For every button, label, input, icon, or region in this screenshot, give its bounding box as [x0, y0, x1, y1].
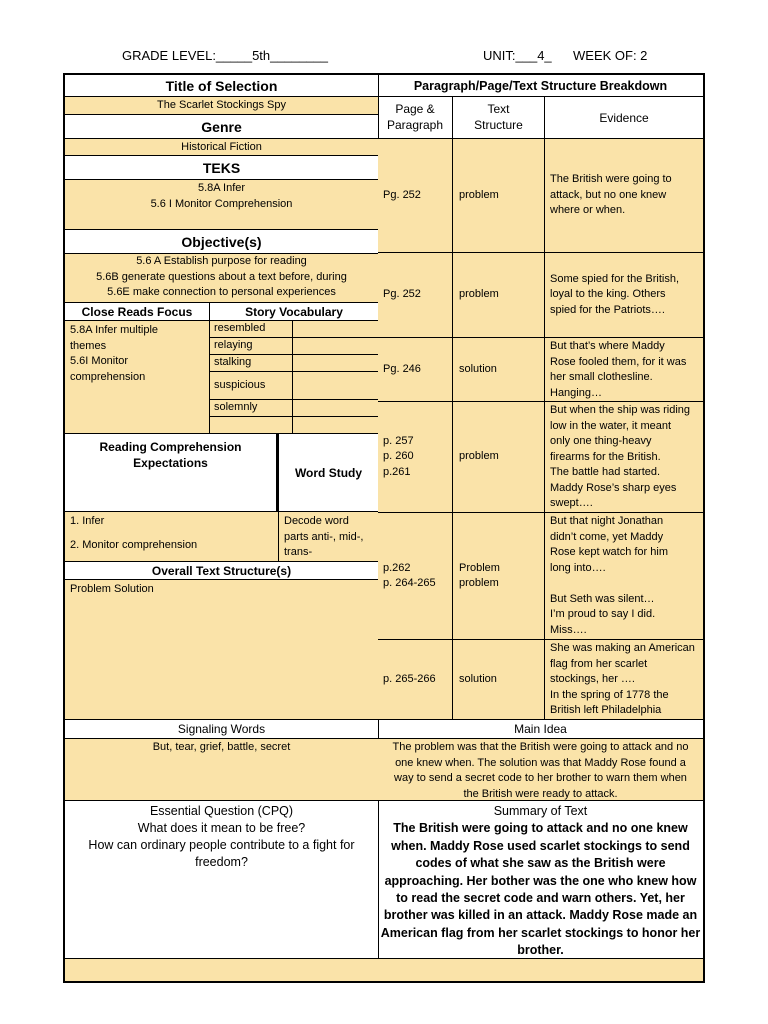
structure-line: Problem: [459, 561, 500, 574]
evidence-line: where or when.: [550, 204, 626, 217]
objective-line: 5.6B generate questions about a text before, during: [96, 270, 347, 283]
close-reads-value: [65, 321, 210, 434]
page-line: Pg. 246: [383, 362, 421, 375]
page-line: Pg. 252: [383, 288, 421, 301]
signaling-words-value: But, tear, grief, battle, secret: [65, 739, 378, 801]
evidence-line: stockings, her ….: [550, 673, 635, 685]
structure-line: problem: [459, 288, 499, 301]
evidence-line: In the spring of 1778 the: [550, 688, 669, 701]
overall-text-structure-heading: Overall Text Structure(s): [65, 562, 378, 580]
vocab-blank-cell: [293, 355, 378, 372]
page-line: p. 265-266: [383, 672, 436, 685]
structure-line: solution: [459, 672, 497, 685]
summary-line: brother was killed in an attack. Maddy Rose made an: [383, 908, 698, 923]
structure-cell: [453, 640, 545, 720]
essential-question-line: How can ordinary people contribute to a fight for: [88, 838, 355, 852]
objective-line: 5.6E make connection to personal experiences: [107, 286, 336, 298]
grade-level-label: GRADE LEVEL:_____5th________: [122, 48, 328, 63]
structure-cell: [453, 338, 545, 402]
page-cell: [378, 513, 453, 640]
evidence-header: Evidence: [545, 97, 703, 139]
page-line: p. 264-265: [383, 577, 436, 589]
teks-value: [65, 180, 378, 230]
main-idea-line: one knew when. The solution was that Maddy Rose found a: [395, 756, 686, 769]
structure-line: problem: [459, 577, 499, 589]
page-cell: [378, 253, 453, 338]
vocab-blank-cell: [293, 400, 378, 417]
close-reads-line: themes: [70, 339, 107, 352]
evidence-line: attack, but no one knew: [550, 188, 667, 201]
bottom-blank-cell: [65, 959, 378, 981]
close-reads-line: 5.8A Infer multiple: [70, 324, 159, 336]
word-study-heading: Word Study: [279, 434, 378, 512]
summary-line: American flag from her scarlet stockings to honor her: [380, 925, 701, 940]
close-reads-heading: Close Reads Focus: [65, 303, 210, 321]
teks-line: 5.8A Infer: [197, 182, 246, 194]
evidence-line: Rose kept watch for him: [550, 546, 668, 558]
unit-label: UNIT:___4_: [483, 48, 552, 63]
vocab-blank-cell: [293, 338, 378, 355]
reading-comprehension-heading-line: Reading Comprehension: [99, 440, 242, 454]
vocab-blank-cell: [293, 417, 378, 434]
evidence-line: I’m proud to say I did.: [550, 608, 656, 620]
evidence-line: low in the water, it meant: [550, 419, 672, 432]
page-cell: [378, 640, 453, 720]
summary-line: approaching. Her bother was the one who knew how: [384, 873, 697, 888]
evidence-line: [550, 576, 698, 592]
close-reads-line: comprehension: [70, 370, 146, 383]
vocab-word: resembled: [210, 321, 293, 338]
page-line: p. 257: [383, 434, 414, 447]
genre-value: Historical Fiction: [65, 139, 378, 156]
essential-question-heading: Essential Question (CPQ): [149, 804, 294, 818]
structure-cell: [453, 402, 545, 513]
evidence-cell: [545, 402, 703, 513]
reading-comprehension-heading: [65, 434, 279, 512]
structure-cell: [453, 253, 545, 338]
evidence-line: firearms for the British.: [550, 450, 661, 463]
evidence-line: British left Philadelphia: [550, 704, 662, 716]
evidence-line: loyal to the king. Others: [550, 288, 666, 301]
page-line: Pg. 252: [383, 188, 421, 201]
structure-cell: [453, 139, 545, 253]
genre-heading: Genre: [65, 115, 378, 139]
title-of-selection-heading: Title of Selection: [65, 75, 378, 97]
signaling-words-heading: Signaling Words: [65, 720, 378, 739]
essential-question-line: What does it mean to be free?: [137, 821, 306, 835]
evidence-line: Miss….: [550, 623, 587, 636]
page-line: p.262: [383, 561, 411, 574]
evidence-line: Some spied for the British,: [550, 272, 680, 285]
vocab-blank-cell: [293, 321, 378, 338]
close-reads-line: 5.6I Monitor: [70, 355, 129, 367]
title-of-selection-value: The Scarlet Stockings Spy: [65, 97, 378, 115]
structure-line: problem: [459, 450, 499, 463]
objective-line: 5.6 A Establish purpose for reading: [136, 255, 307, 267]
rce-item: 2. Monitor comprehension: [70, 539, 198, 551]
page-paragraph-header-line: Page &: [395, 102, 435, 116]
main-idea-line: the British were ready to attack.: [463, 787, 618, 800]
text-structure-header-line: Structure: [474, 118, 523, 132]
overall-text-structure-value: Problem Solution: [65, 580, 378, 720]
page-cell: [378, 139, 453, 253]
evidence-line: She was making an American: [550, 642, 695, 654]
vocab-blank-cell: [210, 417, 293, 434]
evidence-line: But that night Jonathan: [550, 515, 664, 527]
teks-line: 5.6 I Monitor Comprehension: [150, 197, 293, 210]
evidence-line: But that’s where Maddy: [550, 340, 665, 352]
evidence-line: didn’t come, yet Maddy: [550, 530, 664, 543]
vocab-blank-cell: [293, 372, 378, 400]
summary-section: [378, 801, 703, 959]
word-study-line: trans-: [284, 546, 313, 558]
evidence-line: Hanging…: [550, 386, 602, 399]
essential-question-line: freedom?: [195, 855, 248, 869]
evidence-line: her small clothesline.: [550, 371, 653, 383]
summary-line: brother.: [517, 943, 564, 958]
word-study-line: Decode word: [284, 515, 349, 527]
main-idea-value: [378, 739, 703, 801]
evidence-line: Rose fooled them, for it was: [550, 355, 687, 368]
page-line: p.261: [383, 465, 411, 478]
reading-comprehension-heading-line: Expectations: [133, 456, 208, 470]
summary-line: The British were going to attack and no one knew: [393, 821, 688, 836]
evidence-cell: [545, 253, 703, 338]
evidence-line: The battle had started.: [550, 466, 661, 478]
evidence-line: long into….: [550, 561, 606, 574]
evidence-cell: [545, 640, 703, 720]
objectives-value: [65, 254, 378, 303]
summary-heading: Summary of Text: [493, 804, 588, 818]
summary-line: codes of what she saw as the British were: [415, 856, 666, 871]
page-line: p. 260: [383, 450, 414, 463]
lesson-plan-table: [63, 73, 705, 983]
evidence-cell: [545, 338, 703, 402]
vocab-word: solemnly: [210, 400, 293, 417]
summary-line: to read the secret code and warn others. Yet, her: [396, 891, 685, 906]
main-idea-line: The problem was that the British were going to attack and no: [392, 741, 689, 753]
structure-line: problem: [459, 188, 499, 201]
word-study-value: [279, 512, 378, 562]
evidence-line: But when the ship was riding: [550, 404, 691, 416]
evidence-line: But Seth was silent…: [550, 592, 655, 605]
evidence-line: Maddy Rose’s sharp eyes: [550, 481, 677, 494]
text-structure-header-line: Text: [487, 102, 510, 116]
vocab-word: relaying: [210, 338, 293, 355]
main-idea-line: way to send a secret code to her brother to warn them when: [394, 772, 687, 784]
objectives-heading: Objective(s): [65, 230, 378, 254]
evidence-line: swept….: [550, 497, 593, 509]
rce-item: 1. Infer: [70, 515, 105, 527]
week-of-label: WEEK OF: 2: [573, 48, 648, 63]
reading-comprehension-value: [65, 512, 279, 562]
breakdown-heading: Paragraph/Page/Text Structure Breakdown: [378, 75, 703, 97]
teks-heading: TEKS: [65, 156, 378, 180]
bottom-blank-cell: [378, 959, 703, 981]
structure-cell: [453, 513, 545, 640]
text-structure-header: [453, 97, 545, 139]
evidence-cell: [545, 139, 703, 253]
summary-line: when. Maddy Rose used scarlet stockings to send: [391, 838, 690, 853]
essential-question-section: [65, 801, 378, 959]
vocab-word: suspicious: [210, 372, 293, 400]
evidence-cell: [545, 513, 703, 640]
evidence-line: The British were going to: [550, 173, 672, 186]
page-cell: [378, 402, 453, 513]
word-study-line: parts anti-, mid-,: [284, 530, 364, 543]
structure-line: solution: [459, 362, 497, 375]
page-cell: [378, 338, 453, 402]
main-idea-heading: Main Idea: [378, 720, 703, 739]
evidence-line: flag from her scarlet: [550, 657, 648, 670]
page-paragraph-header: [378, 97, 453, 139]
page-paragraph-header-line: Paragraph: [386, 118, 444, 132]
evidence-line: only one thing-heavy: [550, 435, 652, 447]
vocab-word: stalking: [210, 355, 293, 372]
evidence-line: spied for the Patriots….: [550, 303, 665, 316]
story-vocabulary-heading: Story Vocabulary: [210, 303, 378, 321]
